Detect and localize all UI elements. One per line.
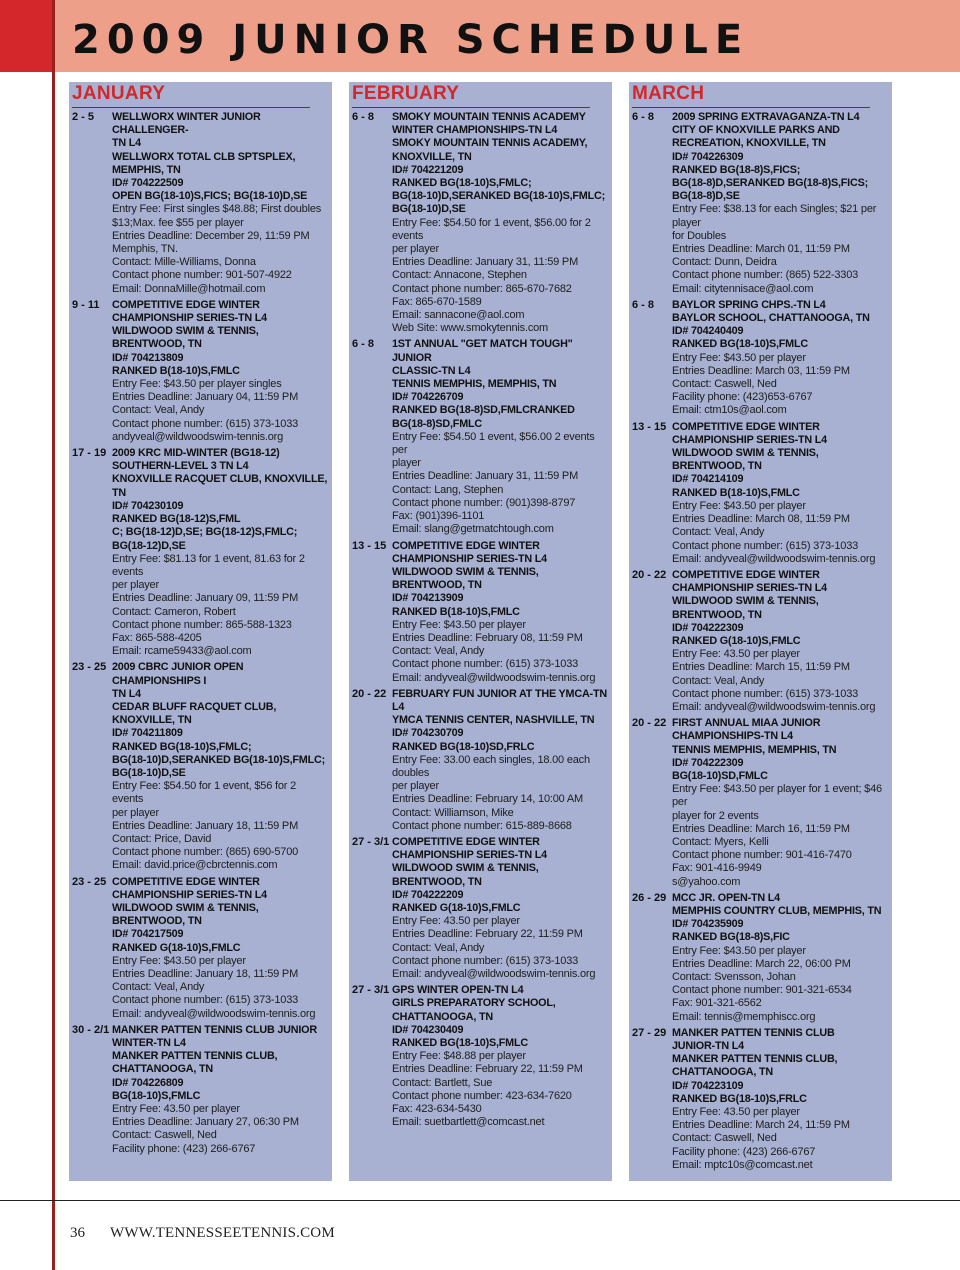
tournament-dates: 23 - 25 [72, 661, 107, 674]
tournament-info-line: RANKED BG(18-10)SD,FRLC [392, 740, 535, 753]
tournament-info-line: BG(18-10)D,SERANKED BG(18-10)S,FMLC; [392, 190, 605, 203]
tournament-detail-line: Contact: Veal, Andy [672, 526, 765, 539]
tournament-detail-line: Entry Fee: $54.50 for 1 event, $56.00 for 2 events [392, 216, 591, 242]
tournament-details [672, 1027, 892, 1172]
tournament-info-line: BG(18-8)D,SERANKED BG(18-8)S,FICS; [672, 177, 868, 190]
tournament-info-line: WELLWORX TOTAL CLB SPTSPLEX, [112, 150, 296, 163]
tournament-info-line: RANKED B(18-10)S,FMLC [672, 486, 800, 499]
tournament-info-line: CHAMPIONSHIP SERIES-TN L4 [392, 849, 547, 862]
tournament-info-line: CEDAR BLUFF RACQUET CLUB, [112, 700, 277, 713]
tournament-info-line: BRENTWOOD, TN [672, 608, 762, 621]
tournament-detail-line: for Doubles [672, 229, 727, 242]
tournament-detail-line[interactable]: Email: DonnaMille@hotmail.com [112, 282, 266, 295]
tournament-detail-line: Entry Fee: $54.50 1 event, $56.00 2 events per [392, 430, 595, 457]
tournament-info-line: BG(18-10)D,SE [112, 766, 186, 779]
tournament-info-line: ID# 704235909 [672, 918, 744, 931]
tournament-entry [72, 661, 332, 872]
tournament-info-line: CHAMPIONSHIP SERIES-TN L4 [672, 582, 827, 595]
tournament-dates: 27 - 3/1 [352, 984, 390, 997]
tournament-detail-line: Entries Deadline: March 16, 11:59 PM [672, 822, 850, 835]
tournament-detail-line: Entry Fee: $48.88 per player [392, 1050, 526, 1063]
tournament-detail-line: player for 2 events [672, 809, 759, 822]
tournament-dates: 17 - 19 [72, 447, 107, 460]
tournament-detail-line: Contact phone number: 901-507-4922 [112, 269, 292, 282]
tournament-detail-line: Entry Fee: $38.13 for each Singles; $21 per player [672, 203, 877, 229]
tournament-detail-line: Fax: 423-634-5430 [392, 1103, 482, 1116]
tournament-detail-line: Entry Fee: First singles $48.88; First doubles [112, 203, 322, 216]
tournament-detail-line: Contact: Veal, Andy [112, 981, 205, 994]
tournament-details [112, 661, 332, 872]
tournament-details [112, 299, 332, 444]
month-heading: JANUARY [72, 83, 166, 104]
tournament-detail-line: Entries Deadline: February 22, 11:59 PM [392, 1063, 583, 1076]
tournament-info-line: BG(18-10)SD,FMLC [672, 769, 768, 782]
tournament-info-line: RECREATION, KNOXVILLE, TN [672, 137, 826, 150]
tournament-detail-line: Entries Deadline: March 15, 11:59 PM [672, 661, 850, 674]
tournament-info-line: TN L4 [112, 687, 141, 700]
tournament-details [392, 836, 612, 981]
tournament-detail-line[interactable]: s@yahoo.com [672, 875, 741, 888]
tournament-detail-line[interactable]: Email: andyveal@wildwoodswim-tennis.org [672, 700, 876, 713]
tournament-info-line: WILDWOOD SWIM & TENNIS, [392, 565, 539, 578]
tournament-detail-line: Entries Deadline: March 24, 11:59 PM [672, 1119, 850, 1132]
tournament-info-line: BRENTWOOD, TN [392, 579, 482, 592]
tournament-info-line: MANKER PATTEN TENNIS CLUB, [112, 1050, 278, 1063]
month-heading: MARCH [632, 83, 705, 104]
tournament-info-line: CHAMPIONSHIPS-TN L4 [672, 730, 793, 743]
tournament-detail-line: Entries Deadline: January 31, 11:59 PM [392, 256, 579, 269]
tournament-entry [632, 717, 892, 889]
tournament-detail-line: Entries Deadline: March 01, 11:59 PM [672, 243, 850, 256]
tournament-info-line: C; BG(18-12)D,SE; BG(18-12)S,FMLC; [112, 526, 298, 539]
tournament-detail-line: Contact phone number: 901-321-6534 [672, 984, 852, 997]
tournament-info-line: COMPETITIVE EDGE WINTER [672, 420, 820, 433]
tournament-detail-line: $13;Max. fee $55 per player [112, 216, 244, 229]
tournament-info-line: MANKER PATTEN TENNIS CLUB, [672, 1053, 838, 1066]
tournament-info-line: RANKED G(18-10)S,FMLC [392, 901, 521, 914]
tournament-details [112, 447, 332, 658]
tournament-detail-line: Contact phone number: (615) 373-1033 [112, 994, 299, 1007]
tournament-info-line: RANKED BG(18-8)S,FICS; [672, 163, 801, 176]
tournament-detail-line[interactable]: Email: tennis@memphiscc.org [672, 1010, 816, 1023]
tournament-details [672, 421, 892, 566]
tournament-info-line: ID# 704222309 [672, 621, 744, 634]
page-number: 36 [70, 1225, 85, 1241]
tournament-info-line: CHAMPIONSHIP SERIES-TN L4 [112, 312, 267, 325]
tournament-detail-line: Entry Fee: $43.50 per player [672, 351, 806, 364]
column-march [629, 82, 892, 1181]
tournament-entry [352, 540, 612, 685]
tournament-entry [352, 338, 612, 536]
tournament-detail-line[interactable]: Email: andyveal@wildwoodswim-tennis.org [672, 552, 876, 565]
tournament-info-line: KNOXVILLE, TN [112, 714, 192, 727]
tournament-entry [72, 447, 332, 658]
tournament-info-line: BG(18-8)D,SE [672, 190, 740, 203]
tournament-info-line: COMPETITIVE EDGE WINTER [112, 875, 260, 888]
tournament-info-line: ID# 704226809 [112, 1076, 184, 1089]
tournament-detail-line: Entries Deadline: March 22, 06:00 PM [672, 957, 851, 970]
tournament-details [672, 299, 892, 418]
tournament-detail-line: Contact: Caswell, Ned [112, 1129, 217, 1142]
tournament-detail-line: Fax: 865-588-4205 [112, 631, 202, 644]
tournament-detail-line: Facility phone: (423) 266-6767 [112, 1142, 256, 1155]
tournament-info-line: RANKED B(18-10)S,FMLC [112, 364, 240, 377]
tournament-dates: 27 - 3/1 [352, 835, 390, 848]
tournament-info-line: SOUTHERN-LEVEL 3 TN L4 [112, 460, 249, 473]
tournament-info-line: 2009 KRC MID-WINTER (BG18-12) [112, 447, 280, 460]
tournament-detail-line[interactable]: Email: mptc10s@comcast.net [672, 1158, 813, 1171]
tournament-dates: 2 - 5 [72, 111, 95, 123]
tournament-detail-line: Contact phone number: (615) 373-1033 [112, 417, 299, 430]
tournament-info-line: BRENTWOOD, TN [392, 875, 482, 888]
tournament-detail-line: Entries Deadline: January 27, 06:30 PM [112, 1116, 299, 1129]
tournament-info-line: CHATTANOOGA, TN [672, 1066, 773, 1079]
tournament-detail-line: Contact phone number: (865) 522-3303 [672, 269, 859, 282]
tournament-detail-line: Contact: Myers, Kelli [672, 835, 769, 848]
tournament-dates: 6 - 8 [632, 111, 655, 123]
tournament-entry [632, 299, 892, 418]
tournament-detail-line[interactable]: Email: david.price@cbrctennis.com [112, 859, 278, 872]
tournament-entry [632, 421, 892, 566]
tournament-detail-line: Contact phone number: (901)398-8797 [392, 496, 576, 509]
tournament-detail-line: Entries Deadline: January 18, 11:59 PM [112, 968, 299, 980]
tournament-detail-line: Contact phone number: (615) 373-1033 [392, 954, 579, 967]
tournament-detail-line: per player [112, 806, 159, 819]
tournament-detail-line: Contact phone number: 865-670-7682 [392, 282, 572, 295]
tournament-info-line: 2009 SPRING EXTRAVAGANZA-TN L4 [672, 111, 860, 123]
tournament-dates: 23 - 25 [72, 875, 107, 888]
tournament-detail-line: Contact: Veal, Andy [392, 645, 485, 658]
tournament-info-line: OPEN BG(18-10)S,FICS; BG(18-10)D,SE [112, 190, 308, 203]
tournament-detail-line: Contact: Caswell, Ned [672, 1132, 777, 1145]
red-corner-tab [0, 0, 53, 72]
vertical-margin-rule [52, 0, 55, 1270]
tournament-info-line: ID# 704240409 [672, 325, 744, 338]
tournament-info-line: ID# 704221209 [392, 163, 464, 176]
tournament-info-line: ID# 704223109 [672, 1079, 744, 1092]
tournament-details [392, 111, 612, 335]
tournament-info-line: BG(18-10)S,FMLC [112, 1089, 201, 1102]
tournament-detail-line: Entry Fee: 43.50 per player [672, 648, 800, 661]
tournament-detail-line: Entries Deadline: February 08, 11:59 PM [392, 631, 583, 644]
tournament-list [632, 111, 892, 1172]
tournament-info-line: MEMPHIS, TN [112, 163, 181, 176]
column-january [69, 82, 332, 1181]
tournament-list [352, 111, 612, 1129]
tournament-details [112, 876, 332, 1021]
tournament-detail-line: Contact phone number: (615) 373-1033 [672, 539, 859, 552]
month-divider [632, 107, 870, 108]
tournament-entry [72, 1024, 332, 1156]
tournament-detail-line: Contact: Veal, Andy [112, 404, 205, 417]
tournament-detail-line: Entry Fee: 43.50 per player [392, 915, 520, 928]
tournament-detail-line: Contact: Caswell, Ned [672, 378, 777, 391]
tournament-info-line: WILDWOOD SWIM & TENNIS, [672, 595, 819, 608]
tournament-info-line: TN L4 [112, 137, 141, 150]
tournament-detail-line: Fax: 901-321-6562 [672, 997, 762, 1010]
tournament-detail-line: Contact phone number: (865) 690-5700 [112, 846, 299, 859]
tournament-info-line: MCC JR. OPEN-TN L4 [672, 891, 780, 904]
tournament-detail-line: Contact: Lang, Stephen [392, 483, 504, 496]
tournament-info-line: WELLWORX WINTER JUNIOR CHALLENGER- [112, 111, 261, 137]
tournament-detail-line: Fax: 865-670-1589 [392, 295, 482, 308]
tournament-detail-line: Contact phone number: 423-634-7620 [392, 1089, 572, 1102]
tournament-detail-line: Entry Fee: 33.00 each singles, 18.00 each doubles [392, 753, 590, 779]
tournament-info-line: CLASSIC-TN L4 [392, 364, 471, 377]
tournament-info-line: BAYLOR SCHOOL, CHATTANOOGA, TN [672, 312, 870, 325]
tournament-detail-line: Contact: Cameron, Robert [112, 605, 236, 618]
tournament-detail-line: Contact: Bartlett, Sue [392, 1076, 493, 1089]
tournament-details [392, 338, 612, 536]
tournament-entry [72, 299, 332, 444]
tournament-detail-line: Entry Fee: $43.50 per player [112, 954, 246, 967]
tournament-info-line: WILDWOOD SWIM & TENNIS, [672, 447, 819, 460]
tournament-detail-line: Entries Deadline: January 04, 11:59 PM [112, 391, 299, 404]
tournament-info-line: 1ST ANNUAL "GET MATCH TOUGH" JUNIOR [392, 338, 573, 364]
tournament-info-line: ID# 704230709 [392, 727, 464, 740]
tournament-entry [352, 688, 612, 833]
tournament-detail-line: Entry Fee: $81.13 for 1 event, 81.63 for 2 events [112, 552, 305, 578]
month-divider [72, 107, 310, 108]
tournament-list [72, 111, 332, 1156]
tournament-detail-line[interactable]: Email: andyveal@wildwoodswim-tennis.org [392, 968, 596, 980]
tournament-details [672, 111, 892, 296]
tournament-info-line: SMOKY MOUNTAIN TENNIS ACADEMY [392, 111, 586, 123]
tournament-dates: 27 - 29 [632, 1026, 667, 1039]
tournament-info-line: ID# 704230409 [392, 1023, 464, 1036]
tournament-detail-line: per player [392, 243, 439, 256]
tournament-detail-line[interactable]: Email: suetbartlett@comcast.net [392, 1116, 545, 1129]
tournament-info-line: MANKER PATTEN TENNIS CLUB JUNIOR [112, 1023, 317, 1036]
tournament-detail-line: Entries Deadline: February 14, 10:00 AM [392, 793, 583, 806]
tournament-detail-line[interactable]: Email: rcame59433@aol.com [112, 645, 252, 658]
tournament-detail-line[interactable]: andyveal@wildwoodswim-tennis.org [112, 430, 284, 443]
tournament-info-line: SMOKY MOUNTAIN TENNIS ACADEMY, [392, 137, 588, 150]
tournament-info-line: GPS WINTER OPEN-TN L4 [392, 984, 524, 997]
tournament-detail-line: Entry Fee: 43.50 per player [112, 1103, 240, 1116]
tournament-info-line: RANKED BG(18-10)S,FRLC [672, 1092, 807, 1105]
tournament-details [392, 688, 612, 833]
tournament-info-line: YMCA TENNIS CENTER, NASHVILLE, TN [392, 714, 595, 727]
tournament-dates: 6 - 8 [632, 298, 655, 311]
tournament-info-line: COMPETITIVE EDGE WINTER [672, 568, 820, 581]
tournament-detail-line: Contact phone number: 901-416-7470 [672, 849, 852, 862]
tournament-detail-line: Facility phone: (423)653-6767 [672, 391, 813, 404]
tournament-dates: 20 - 22 [632, 568, 667, 581]
tournament-info-line: RANKED BG(18-8)S,FIC [672, 931, 790, 944]
tournament-info-line: CITY OF KNOXVILLE PARKS AND [672, 124, 840, 137]
tournament-info-line: ID# 704230109 [112, 499, 184, 512]
tournament-info-line: KNOXVILLE RACQUET CLUB, KNOXVILLE, TN [112, 473, 328, 499]
tournament-detail-line: Contact: Svensson, Johan [672, 971, 796, 983]
tournament-detail-line: Contact phone number: (615) 373-1033 [392, 658, 579, 671]
tournament-detail-line: Entry Fee: 43.50 per player [672, 1106, 800, 1119]
tournament-detail-line[interactable]: Email: citytennisace@aol.com [672, 282, 814, 295]
footer-rule [0, 1200, 960, 1201]
tournament-entry [352, 111, 612, 335]
tournament-info-line: 2009 CBRC JUNIOR OPEN CHAMPIONSHIPS I [112, 661, 244, 687]
tournament-details [672, 717, 892, 889]
tournament-detail-line: Fax: 901-416-9949 [672, 862, 762, 875]
tournament-info-line: RANKED B(18-10)S,FMLC [392, 605, 520, 618]
tournament-info-line: BRENTWOOD, TN [112, 338, 202, 351]
tournament-entry [72, 111, 332, 296]
tournament-info-line: ID# 704213809 [112, 351, 184, 364]
tournament-dates: 9 - 11 [72, 298, 100, 311]
tournament-detail-line: Entries Deadline: March 03, 11:59 PM [672, 364, 850, 377]
tournament-info-line: WINTER-TN L4 [112, 1037, 186, 1050]
tournament-info-line: TENNIS MEMPHIS, MEMPHIS, TN [672, 743, 837, 756]
tournament-info-line: MANKER PATTEN TENNIS CLUB [672, 1026, 835, 1039]
tournament-info-line: BAYLOR SPRING CHPS.-TN L4 [672, 298, 826, 311]
tournament-entry [352, 984, 612, 1129]
tournament-info-line: CHATTANOOGA, TN [392, 1010, 493, 1023]
tournament-detail-line: Entry Fee: $43.50 per player [672, 944, 806, 957]
tournament-info-line: COMPETITIVE EDGE WINTER [112, 298, 260, 311]
tournament-dates: 30 - 2/1 [72, 1023, 110, 1036]
tournament-info-line: BG(18-12)D,SE [112, 539, 186, 552]
tournament-info-line: ID# 704213909 [392, 592, 464, 605]
tournament-info-line: ID# 704217509 [112, 928, 184, 941]
month-divider [352, 107, 590, 108]
tournament-info-line: CHATTANOOGA, TN [112, 1063, 213, 1076]
tournament-dates: 13 - 15 [352, 539, 387, 552]
tournament-details [112, 111, 332, 296]
tournament-info-line: ID# 704222509 [112, 177, 184, 190]
tournament-detail-line: Entry Fee: $43.50 per player [672, 499, 806, 512]
tournament-info-line: RANKED BG(18-10)S,FMLC; [392, 177, 532, 190]
tournament-detail-line: Contact: Dunn, Deidra [672, 256, 777, 269]
tournament-detail-line: Entries Deadline: January 09, 11:59 PM [112, 592, 299, 605]
website-link[interactable]: WWW.TENNESSEETENNIS.COM [110, 1225, 335, 1241]
tournament-details [392, 984, 612, 1129]
tournament-info-line: CHAMPIONSHIP SERIES-TN L4 [392, 552, 547, 565]
page-title: 2009 JUNIOR SCHEDULE [72, 17, 750, 63]
tournament-detail-line: Facility phone: (423) 266-6767 [672, 1145, 816, 1158]
tournament-info-line: BRENTWOOD, TN [112, 915, 202, 928]
tournament-dates: 6 - 8 [352, 111, 375, 123]
tournament-details [112, 1024, 332, 1156]
tournament-dates: 13 - 15 [632, 420, 667, 433]
tournament-detail-line: Entry Fee: $54.50 for 1 event, $56 for 2 events [112, 780, 297, 806]
tournament-details [672, 892, 892, 1024]
tournament-info-line: RANKED BG(18-10)S,FMLC [392, 1037, 528, 1050]
tournament-detail-line[interactable]: Email: slang@getmatchtough.com [392, 523, 554, 536]
tournament-detail-line: Contact phone number: 615-889-8668 [392, 819, 572, 832]
tournament-info-line: COMPETITIVE EDGE WINTER [392, 539, 540, 552]
tournament-info-line: ID# 704222209 [392, 888, 464, 901]
tournament-detail-line[interactable]: Email: ctm10s@aol.com [672, 404, 787, 417]
tournament-info-line: RANKED BG(18-8)SD,FMLCRANKED [392, 404, 575, 417]
tournament-info-line: RANKED BG(18-10)S,FMLC [672, 338, 808, 351]
tournament-detail-line: Memphis, TN. [112, 243, 178, 256]
column-february [349, 82, 612, 1181]
tournament-detail-line: Contact: Mille-Williams, Donna [112, 256, 256, 269]
tournament-info-line: MEMPHIS COUNTRY CLUB, MEMPHIS, TN [672, 904, 882, 917]
tournament-info-line: ID# 704214109 [672, 473, 744, 486]
tournament-info-line: FEBRUARY FUN JUNIOR AT THE YMCA-TN L4 [392, 687, 607, 713]
tournament-detail-line: Fax: (901)396-1101 [392, 510, 485, 523]
tournament-detail-line: Entry Fee: $43.50 per player singles [112, 378, 282, 391]
tournament-detail-line: Contact: Williamson, Mike [392, 806, 514, 819]
tournament-info-line: BG(18-8)SD,FMLC [392, 417, 482, 430]
tournament-entry [72, 876, 332, 1021]
tournament-detail-line: per player [392, 780, 439, 793]
tournament-detail-line: per player [112, 579, 159, 592]
tournament-detail-line: Entries Deadline: January 31, 11:59 PM [392, 470, 579, 483]
tournament-info-line: BRENTWOOD, TN [672, 460, 762, 473]
tournament-detail-line: Contact phone number: (615) 373-1033 [672, 687, 859, 700]
tournament-details [672, 569, 892, 714]
tournament-entry [632, 1027, 892, 1172]
tournament-dates: 20 - 22 [632, 717, 667, 730]
tournament-detail-line[interactable]: Email: andyveal@wildwoodswim-tennis.org [112, 1007, 316, 1020]
tournament-dates: 6 - 8 [352, 338, 375, 351]
tournament-info-line: ID# 704226309 [672, 150, 744, 163]
month-heading: FEBRUARY [352, 83, 460, 104]
tournament-info-line: CHAMPIONSHIP SERIES-TN L4 [672, 433, 827, 446]
tournament-entry [632, 111, 892, 296]
tournament-detail-line: Contact phone number: 865-588-1323 [112, 618, 292, 631]
tournament-detail-line[interactable]: Email: andyveal@wildwoodswim-tennis.org [392, 671, 596, 684]
tournament-dates: 26 - 29 [632, 891, 667, 904]
tournament-info-line: ID# 704226709 [392, 391, 464, 404]
tournament-info-line: WILDWOOD SWIM & TENNIS, [392, 862, 539, 875]
tournament-dates: 20 - 22 [352, 687, 387, 700]
tournament-detail-line: Entries Deadline: March 08, 11:59 PM [672, 513, 850, 526]
tournament-info-line: COMPETITIVE EDGE WINTER [392, 835, 540, 848]
tournament-detail-line: Entries Deadline: December 29, 11:59 PM [112, 229, 310, 242]
tournament-detail-line: Contact: Veal, Andy [392, 941, 485, 954]
tournament-detail-line: Entries Deadline: February 22, 11:59 PM [392, 928, 583, 941]
tournament-info-line: WILDWOOD SWIM & TENNIS, [112, 325, 259, 338]
tournament-info-line: WILDWOOD SWIM & TENNIS, [112, 901, 259, 914]
tournament-info-line: GIRLS PREPARATORY SCHOOL, [392, 997, 556, 1010]
tournament-info-line: KNOXVILLE, TN [392, 150, 472, 163]
tournament-info-line: CHAMPIONSHIP SERIES-TN L4 [112, 888, 267, 901]
tournament-info-line: RANKED G(18-10)S,FMLC [112, 941, 241, 954]
tournament-detail-line: Entries Deadline: January 18, 11:59 PM [112, 819, 299, 832]
tournament-info-line: RANKED BG(18-10)S,FMLC; [112, 740, 252, 753]
tournament-detail-line[interactable]: Email: sannacone@aol.com [392, 309, 525, 322]
tournament-info-line: FIRST ANNUAL MIAA JUNIOR [672, 717, 821, 730]
tournament-detail-line[interactable]: Web Site: www.smokytennis.com [392, 322, 548, 335]
tournament-info-line: JUNIOR-TN L4 [672, 1040, 744, 1053]
tournament-entry [632, 569, 892, 714]
tournament-entry [632, 892, 892, 1024]
tournament-info-line: RANKED BG(18-12)S,FML [112, 513, 241, 526]
tournament-detail-line: Contact: Annacone, Stephen [392, 269, 527, 282]
tournament-info-line: BG(18-10)D,SERANKED BG(18-10)S,FMLC; [112, 753, 325, 766]
tournament-info-line: ID# 704222309 [672, 756, 744, 769]
tournament-info-line: TENNIS MEMPHIS, MEMPHIS, TN [392, 378, 557, 391]
tournament-info-line: BG(18-10)D,SE [392, 203, 466, 216]
tournament-details [392, 540, 612, 685]
tournament-entry [352, 836, 612, 981]
tournament-detail-line: Contact: Price, David [112, 832, 212, 845]
tournament-detail-line: player [392, 457, 421, 470]
tournament-detail-line: Contact: Veal, Andy [672, 674, 765, 687]
tournament-info-line: ID# 704211809 [112, 727, 183, 740]
tournament-info-line: WINTER CHAMPIONSHIPS-TN L4 [392, 124, 558, 137]
tournament-info-line: RANKED G(18-10)S,FMLC [672, 634, 801, 647]
tournament-detail-line: Entry Fee: $43.50 per player for 1 event; $46 per [672, 783, 882, 809]
tournament-detail-line: Entry Fee: $43.50 per player [392, 618, 526, 631]
